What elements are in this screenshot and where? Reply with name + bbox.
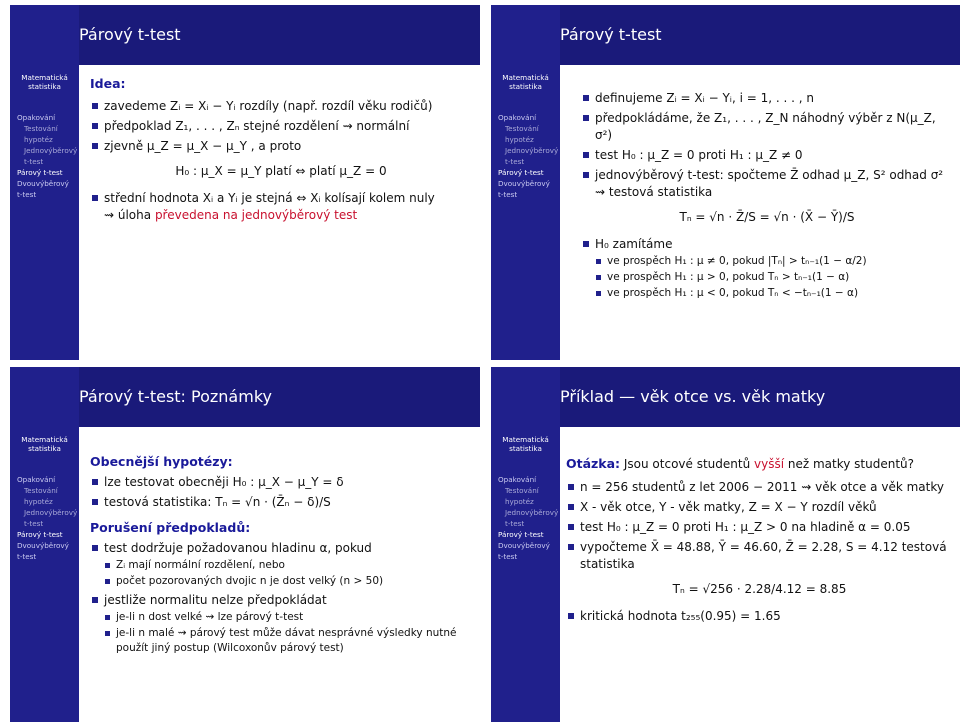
bullet: n = 256 studentů z let 2006 − 2011 ⇝ věk otce a věk matky [566, 479, 953, 496]
example-list [566, 479, 953, 573]
course-name: Matematická statistika [502, 73, 549, 91]
nav-item-hypotez[interactable]: hypotéz [505, 497, 534, 506]
test-statistic-formula: Tₙ = √n · Z̄/S = √n · (X̄ − Ȳ)/S [679, 210, 855, 224]
bullet: X - věk otce, Y - věk matky, Z = X − Y rozdíl věků [566, 499, 953, 516]
nav-item-jednovyberovy[interactable]: Jednovýběrový [24, 146, 78, 155]
bullet: definujeme Zᵢ = Xᵢ − Yᵢ, i = 1, . . . , n [581, 90, 953, 107]
slide-content [566, 455, 953, 718]
nav-item-ttest[interactable]: t-test [24, 519, 44, 528]
nav-item-parovy[interactable]: Párový t-test [498, 168, 544, 177]
nav-item-testovani[interactable]: Testování [505, 486, 539, 495]
bullet: test H₀ : μ_Z = 0 proti H₁ : μ_Z ≠ 0 [581, 147, 953, 164]
course-name: Matematická statistika [21, 73, 68, 91]
question-label: Otázka: [566, 456, 621, 471]
slide-content [581, 90, 953, 356]
nav-item-parovy[interactable]: Párový t-test [17, 530, 63, 539]
bullet: předpokládáme, že Z₁, . . . , Z_N náhodný výběr z N(μ_Z, σ²) [581, 110, 953, 144]
sub-bullet: ve prospěch H₁ : μ < 0, pokud Tₙ < −tₙ₋₁(1 − α) [595, 286, 953, 301]
slide-title: Párový t-test [560, 25, 662, 44]
question: Otázka: Jsou otcové studentů vyšší než matky studentů? [566, 456, 915, 471]
nav-item-ttest-2[interactable]: t-test [498, 552, 518, 561]
bullet: lze testovat obecněji H₀ : μ_X − μ_Y = δ [90, 474, 472, 491]
sidebar-nav [10, 435, 79, 563]
sidebar-top [10, 367, 79, 427]
slide-content [90, 75, 472, 356]
bullet: předpoklad Z₁, . . . , Zₙ stejné rozdělení ⇝ normální [90, 118, 472, 135]
nav-item-opakovani[interactable]: Opakování [17, 475, 56, 484]
highlight-text: převedena na jednovýběrový test [154, 208, 358, 222]
nav-item-ttest[interactable]: t-test [505, 519, 525, 528]
hypothesis-equivalence: H₀ : μ_X = μ_Y platí ⇔ platí μ_Z = 0 [175, 164, 387, 178]
idea-heading: Idea: [90, 76, 126, 91]
slide-4 [491, 367, 960, 722]
idea-list-2 [90, 190, 472, 224]
slide-title: Párový t-test [79, 25, 181, 44]
highlight-text: vyšší [754, 457, 785, 471]
bullet: vypočteme X̄ = 48.88, Ȳ = 46.60, Z̄ = 2.28, S = 4.12 testová statistika [566, 539, 953, 573]
definition-list [581, 90, 953, 201]
nav-item-testovani[interactable]: Testování [24, 124, 58, 133]
nav-item-dvouvyberovy[interactable]: Dvouvýběrový [17, 179, 69, 188]
nav-item-opakovani[interactable]: Opakování [498, 475, 537, 484]
sub-bullet: Zᵢ mají normální rozdělení, nebo [104, 558, 472, 573]
sublist [104, 610, 472, 656]
nav-item-ttest[interactable]: t-test [505, 157, 525, 166]
sidebar-top [491, 5, 560, 65]
computed-statistic: Tₙ = √256 · 2.28/4.12 = 8.85 [672, 582, 847, 596]
bullet: střední hodnota Xᵢ a Yᵢ je stejná ⇔ Xᵢ kolísají kolem nuly ⇝ úloha převedena na jednovýběrový test [90, 190, 472, 224]
bullet: testová statistika: Tₙ = √n · (Z̄ₙ − δ)/S [90, 494, 472, 511]
course-name: Matematická statistika [21, 435, 68, 453]
general-list [90, 474, 472, 511]
bullet: zjevně μ_Z = μ_X − μ_Y , a proto [90, 138, 472, 155]
nav-item-ttest-2[interactable]: t-test [498, 190, 518, 199]
violations-list [90, 540, 472, 656]
nav-item-opakovani[interactable]: Opakování [498, 113, 537, 122]
rejection-sublist [595, 254, 953, 301]
sub-bullet: je-li n dost velké ⇝ lze párový t-test [104, 610, 472, 625]
bullet: H₀ zamítáme ve prospěch H₁ : μ ≠ 0, pokud |Tₙ| > tₙ₋₁(1 − α/2) ve prospěch H₁ : μ > 0, pokud Tₙ > tₙ₋₁(1 − α) ve prospěch H₁ : μ < 0, pokud Tₙ < −tₙ₋₁(1 − α) [581, 236, 953, 301]
sub-bullet: ve prospěch H₁ : μ ≠ 0, pokud |Tₙ| > tₙ₋₁(1 − α/2) [595, 254, 953, 269]
slide-title: Párový t-test: Poznámky [79, 387, 272, 406]
slide-1 [10, 5, 480, 360]
nav-item-ttest[interactable]: t-test [24, 157, 44, 166]
sidebar-nav [491, 73, 560, 201]
bullet: test dodržuje požadovanou hladinu α, pokud Zᵢ mají normální rozdělení, nebo počet pozorovaných dvojic n je dost velký (n > 50) [90, 540, 472, 589]
idea-list [90, 98, 472, 155]
slide-2 [491, 5, 960, 360]
nav-item-jednovyberovy[interactable]: Jednovýběrový [24, 508, 78, 517]
nav-item-jednovyberovy[interactable]: Jednovýběrový [505, 508, 559, 517]
nav-item-hypotez[interactable]: hypotéz [24, 135, 53, 144]
nav-item-testovani[interactable]: Testování [24, 486, 58, 495]
general-hypotheses-heading: Obecnější hypotézy: [90, 454, 233, 469]
nav-item-opakovani[interactable]: Opakování [17, 113, 56, 122]
sidebar-nav [491, 435, 560, 563]
nav-item-jednovyberovy[interactable]: Jednovýběrový [505, 146, 559, 155]
nav-item-parovy[interactable]: Párový t-test [498, 530, 544, 539]
slide-content [90, 449, 472, 718]
sidebar-top [10, 5, 79, 65]
bullet: zavedeme Zᵢ = Xᵢ − Yᵢ rozdíly (např. rozdíl věku rodičů) [90, 98, 472, 115]
nav-item-hypotez[interactable]: hypotéz [24, 497, 53, 506]
sub-bullet: počet pozorovaných dvojic n je dost velký (n > 50) [104, 574, 472, 589]
bullet: jestliže normalitu nelze předpokládat je-li n dost velké ⇝ lze párový t-test je-li n malé ⇝ párový test může dávat nesprávné výsledky nutné použít jiný postup (Wilcoxonův párový test) [90, 592, 472, 656]
nav-item-dvouvyberovy[interactable]: Dvouvýběrový [498, 541, 550, 550]
nav-item-dvouvyberovy[interactable]: Dvouvýběrový [498, 179, 550, 188]
sub-bullet: ve prospěch H₁ : μ > 0, pokud Tₙ > tₙ₋₁(1 − α) [595, 270, 953, 285]
nav-item-ttest-2[interactable]: t-test [17, 190, 37, 199]
sublist [104, 558, 472, 589]
nav-item-parovy[interactable]: Párový t-test [17, 168, 63, 177]
sidebar-top [491, 367, 560, 427]
slide-title: Příklad — věk otce vs. věk matky [560, 387, 826, 406]
sidebar-nav [10, 73, 79, 201]
bullet: test H₀ : μ_Z = 0 proti H₁ : μ_Z > 0 na hladině α = 0.05 [566, 519, 953, 536]
violations-heading: Porušení předpokladů: [90, 520, 251, 535]
rejection-list [581, 236, 953, 301]
nav-item-testovani[interactable]: Testování [505, 124, 539, 133]
nav-item-hypotez[interactable]: hypotéz [505, 135, 534, 144]
critical-list [566, 608, 953, 625]
slide-3 [10, 367, 480, 722]
nav-item-ttest-2[interactable]: t-test [17, 552, 37, 561]
bullet: kritická hodnota t₂₅₅(0.95) = 1.65 [566, 608, 953, 625]
course-name: Matematická statistika [502, 435, 549, 453]
nav-item-dvouvyberovy[interactable]: Dvouvýběrový [17, 541, 69, 550]
sub-bullet: je-li n malé ⇝ párový test může dávat nesprávné výsledky nutné použít jiný postup (Wilcoxonův párový test) [104, 626, 472, 656]
bullet: jednovýběrový t-test: spočteme Z̄ odhad μ_Z, S² odhad σ² ⇝ testová statistika [581, 167, 953, 201]
